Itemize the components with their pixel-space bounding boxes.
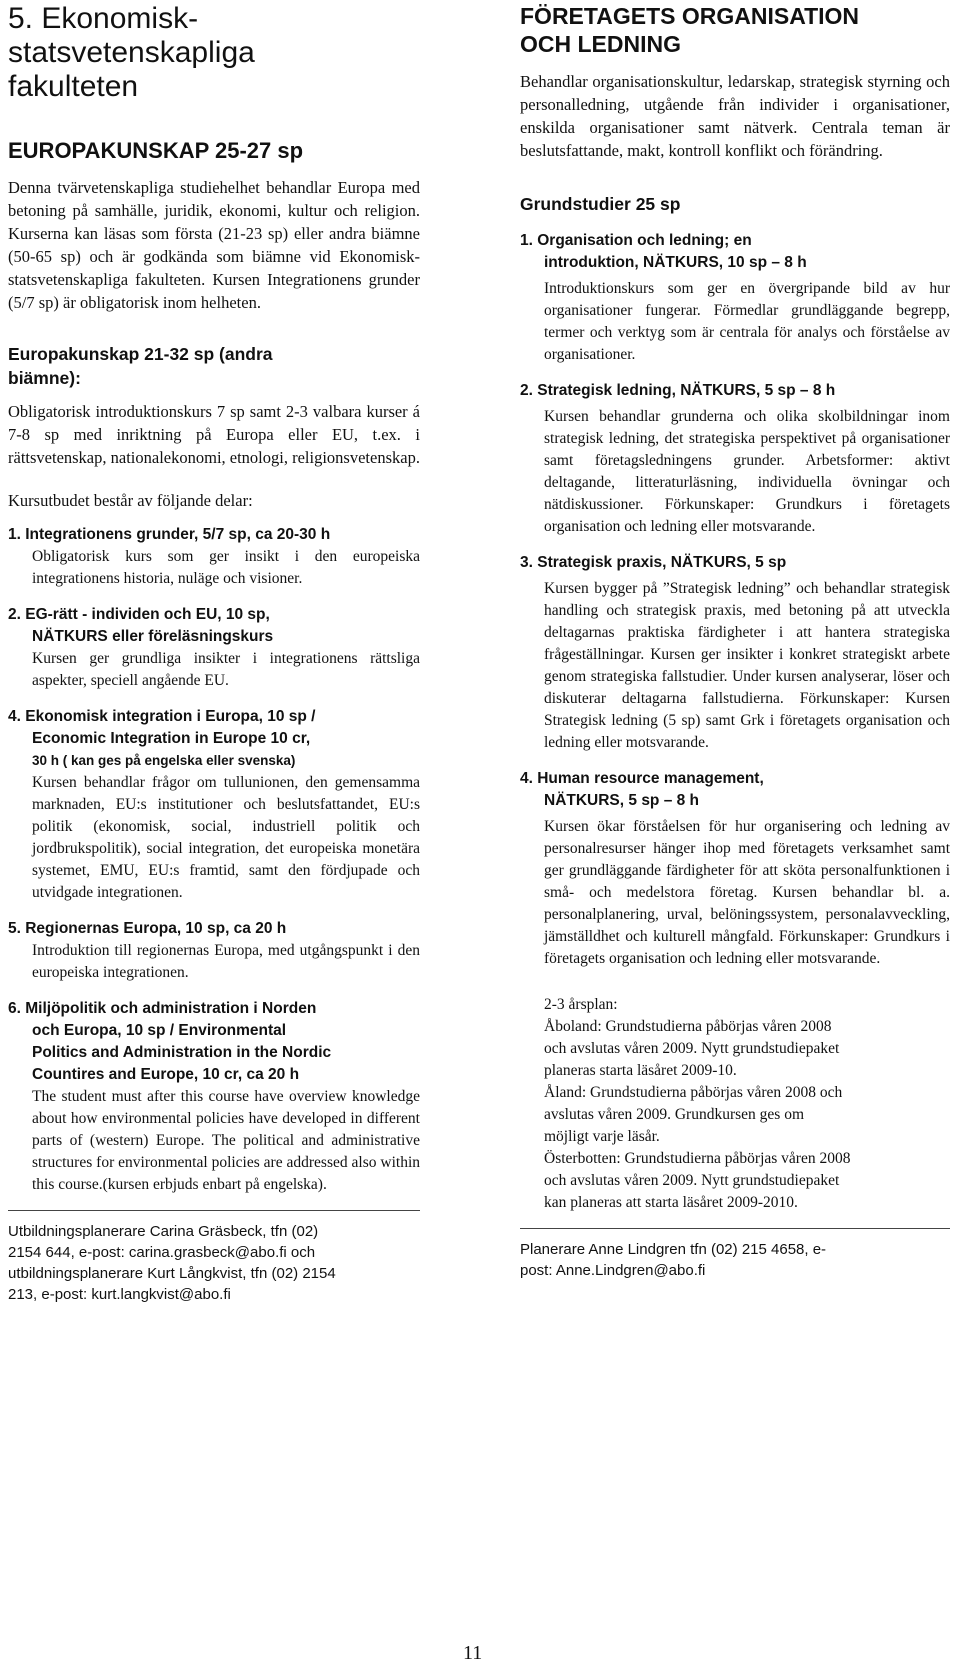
schedule-line: och avslutas våren 2009. Nytt grundstudiepaket [544, 1172, 840, 1189]
schedule-title: 2-3 årsplan: [544, 996, 618, 1013]
contact-line: utbildningsplanerare Kurt Långkvist, tfn (02) 2154 [8, 1265, 336, 1282]
course-item [8, 604, 420, 692]
faculty-title-line: statsvetenskapliga [8, 36, 255, 69]
course-title [520, 230, 950, 274]
course-item [8, 706, 420, 904]
contact-line: 2154 644, e-post: carina.grasbeck@abo.fi och [8, 1244, 316, 1261]
schedule-line: möjligt varje läsår. [544, 1128, 660, 1145]
course-title-line: 4. Human resource management, [520, 770, 764, 787]
course-description: Obligatorisk kurs som ger insikt i den europeiska integrationens historia, nuläge och visioner. [32, 548, 420, 587]
subheading-line: Europakunskap 21-32 sp (andra [8, 344, 273, 364]
course-description: Kursen behandlar grunderna och olika skolbildningar inom strategisk ledning, det strategiska perspektivet på organisationer samt företagsledningens grunder. Arbetsformer: aktivt deltagande, litteraturläsning, individuella övningar och nätdiskussioner. Förkunskaper: Grundkurs i företagets organisation och ledning eller motsvarande. [544, 408, 950, 535]
course-title-line: NÄTKURS eller föreläsningskurs [32, 628, 274, 645]
schedule-line: Åboland: Grundstudierna påbörjas våren 2008 [544, 1018, 832, 1035]
course-description: Kursen ger grundliga insikter i integrationens rättsliga aspekter, speciell angående EU. [32, 650, 420, 689]
course-description: Kursen bygger på ”Strategisk ledning” och behandlar strategisk handling och strategisk praxis, med betoning på att utveckla deltagarnas praktiska färdigheter i att hantera strategiska frågeställningar. Kursen ger insikter i konkret strategiskt arbete genom strategiska fallstudier. Under kursen analyserar, löser och diskuterar deltagarna fallstudierna. Förkunskaper: Kursen Strategisk ledning (5 sp) samt Grk i företagets organisation och ledning eller motsvarande. [544, 580, 950, 751]
course-title [520, 768, 950, 812]
course-description: Introduktionskurs som ger en övergripande bild av hur organisationer fungerar. Förmedlar grundläggande begrepp, termer och verktyg som är centrala för analys och förståelse av organisationer. [544, 280, 950, 363]
schedule-line: Österbotten: Grundstudierna påbörjas våren 2008 [544, 1150, 851, 1167]
course-item [520, 380, 950, 538]
europakunskap-heading: EUROPAKUNSKAP 25-27 sp [8, 138, 304, 163]
europakunskap-subtext: Obligatorisk introduktionskurs 7 sp samt 2-3 valbara kurser á 7-8 sp med inriktning på Europa eller EU, t.ex. i rättsvetenskap, nationalekonomi, etnologi, religionsvetenskap. [8, 402, 420, 467]
course-title: 5. Regionernas Europa, 10 sp, ca 20 h [8, 920, 287, 937]
schedule-line: avslutas våren 2009. Grundkursen ges om [544, 1106, 805, 1123]
course-title-line: Economic Integration in Europe 10 cr, [32, 730, 311, 747]
left-column [8, 0, 420, 1305]
course-description: Introduktion till regionernas Europa, med utgångspunkt i den europeiska integrationen. [32, 942, 420, 981]
contact-line: Planerare Anne Lindgren tfn (02) 215 4658, e- [520, 1241, 827, 1258]
contact-block [8, 1221, 420, 1305]
course-title-line: och Europa, 10 sp / Environmental [32, 1022, 287, 1039]
course-title-line: 4. Ekonomisk integration i Europa, 10 sp / [8, 708, 316, 725]
contact-block [520, 1239, 950, 1281]
organisation-heading [520, 0, 950, 58]
course-title-line: 2. EG-rätt - individen och EU, 10 sp, [8, 606, 270, 623]
course-title: 1. Integrationens grunder, 5/7 sp, ca 20-30 h [8, 526, 331, 543]
course-description: Kursen ökar förståelsen för hur organisering och ledning av personalresurser hänger ihop med företagets verksamhet samt ger grundläggande färdigheter för att sköta personalfunktionen i små- och medelstora företag. Kursen behandlar bl. a. personalplanering, urval, belöningssystem, personalavveckling, jämställdhet och kulturell mångfald. Förkunskaper: Grundkurs i företagets organisation och ledning eller motsvarande. [544, 818, 950, 967]
course-title-line: Politics and Administration in the Nordic [32, 1044, 332, 1061]
heading-line: OCH LEDNING [520, 31, 681, 57]
divider [520, 1228, 950, 1229]
course-title [8, 998, 420, 1086]
europakunskap-intro: Denna tvärvetenskapliga studiehelhet behandlar Europa med betoning på samhälle, juridik, ekonomi, kultur och religion. Kurserna kan läsas som första (21-23 sp) eller andra biämne (50-65 sp) och är godkända som biämne vid Ekonomisk-statsvetenskapliga fakulteten. Kursen Integrationens grunder (5/7 sp) är obligatorisk inom helheten. [8, 178, 420, 312]
course-title-line: 30 h ( kan ges på engelska eller svenska) [32, 753, 296, 768]
course-title [8, 706, 420, 772]
course-title-line: 1. Organisation och ledning; en [520, 232, 752, 249]
contact-line: post: Anne.Lindgren@abo.fi [520, 1262, 706, 1279]
organisation-intro: Behandlar organisationskultur, ledarskap, strategisk styrning och personalledning, utgående från individer i organisationer, enskilda organisationer samt nätverk. Centrala teman är beslutsfattande, makt, kontroll konflikt och förändring. [520, 72, 950, 160]
subheading-line: biämne): [8, 368, 81, 388]
course-title-line: Countires and Europe, 10 cr, ca 20 h [32, 1066, 300, 1083]
course-item [8, 918, 420, 984]
course-item [8, 524, 420, 590]
course-title-line: introduktion, NÄTKURS, 10 sp – 8 h [544, 254, 807, 271]
right-column [520, 0, 950, 1281]
faculty-title-line: fakulteten [8, 70, 139, 103]
schedule-line: Åland: Grundstudierna påbörjas våren 2008 och [544, 1084, 843, 1101]
schedule-block [520, 994, 950, 1214]
heading-line: FÖRETAGETS ORGANISATION [520, 3, 860, 29]
course-description: The student must after this course have overview knowledge about how environmental policies have developed in different parts of (western) Europe. The political and administrative structures for environmental policies are addressed also within this course.(kursen erbjuds enbart på engelska). [32, 1088, 420, 1193]
faculty-title [8, 0, 420, 104]
grundstudier-heading: Grundstudier 25 sp [520, 194, 681, 214]
schedule-line: och avslutas våren 2009. Nytt grundstudiepaket [544, 1040, 840, 1057]
course-title: 2. Strategisk ledning, NÄTKURS, 5 sp – 8 h [520, 382, 836, 399]
contact-line: Utbildningsplanerare Carina Gräsbeck, tfn (02) [8, 1223, 319, 1240]
course-title-line: 6. Miljöpolitik och administration i Norden [8, 1000, 317, 1017]
page-number: 11 [463, 1642, 483, 1664]
schedule-line: planeras starta läsåret 2009-10. [544, 1062, 737, 1079]
course-title-line: NÄTKURS, 5 sp – 8 h [544, 792, 700, 809]
course-item [520, 768, 950, 970]
course-item [520, 230, 950, 366]
divider [8, 1210, 420, 1211]
europakunskap-subheading [8, 342, 420, 390]
course-title [8, 604, 420, 648]
course-item [520, 552, 950, 754]
faculty-title-line: 5. Ekonomisk- [8, 2, 199, 35]
contact-line: 213, e-post: kurt.langkvist@abo.fi [8, 1286, 231, 1303]
schedule-line: kan planeras att starta läsåret 2009-2010. [544, 1194, 798, 1211]
course-title: 3. Strategisk praxis, NÄTKURS, 5 sp [520, 554, 787, 571]
course-item [8, 998, 420, 1196]
course-description: Kursen behandlar frågor om tullunionen, den gemensamma marknaden, EU:s institutioner och beslutsfattandet, EU:s politik (ekonomisk, social, industriell politik och jordbrukspolitik), social integration, det europeiska monetära systemet, EMU, EU:s framtid, samt den fördjupade och utvidgade integrationen. [32, 774, 420, 901]
course-offer-text: Kursutbudet består av följande delar: [8, 491, 253, 510]
